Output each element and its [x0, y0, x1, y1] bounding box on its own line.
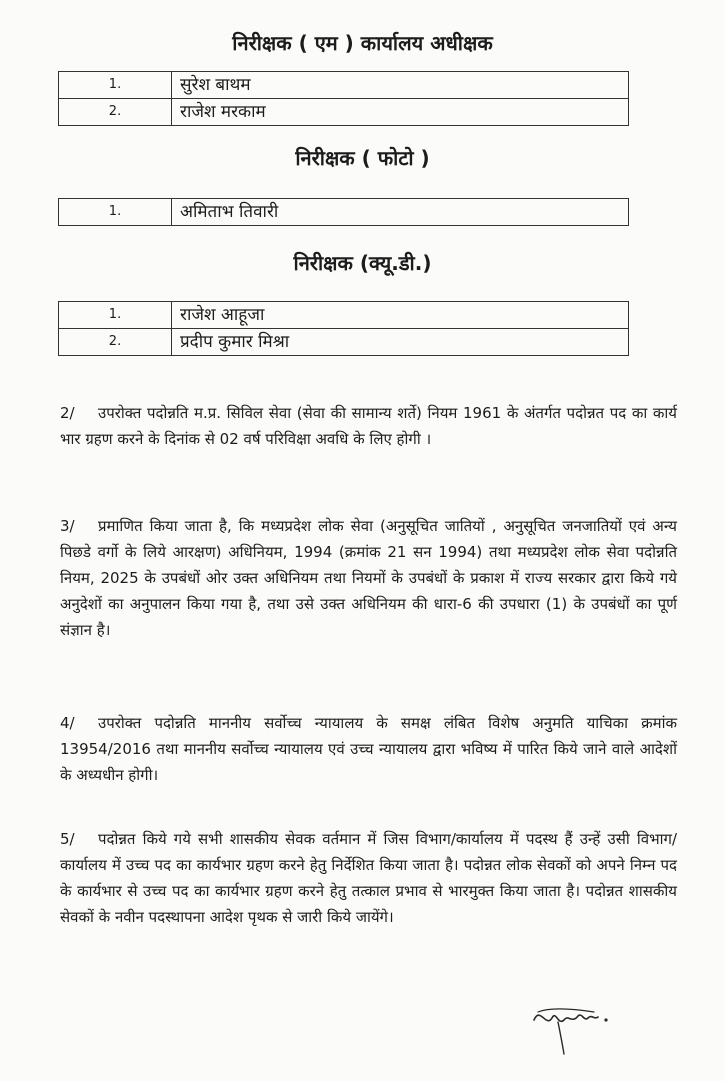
paragraph-text: उपरोक्त पदोन्नति म.प्र. सिविल सेवा (सेवा की सामान्य शर्ते) नियम 1961 के अंतर्गत पदोन्नत पद का कार्य भार ग्रहण करने के दिनांक से 02 वर्ष परिविक्षा अवधि के लिए होगी ।: [60, 404, 677, 448]
serial-number: 1.: [59, 199, 172, 226]
roster-table-inspector-qd: [58, 301, 629, 356]
table-row: [59, 72, 629, 99]
employee-name: राजेश आहूजा: [172, 302, 629, 329]
paragraph-text: उपरोक्त पदोन्नति माननीय सर्वोच्च न्यायालय के समक्ष लंबित विशेष अनुमति याचिका क्रमांक 13954/2016 तथा माननीय सर्वोच्च न्यायालय एवं उच्च न्यायालय द्वारा भविष्य में पारित किये जाने वाले आदेशों के अध्यधीन होगी।: [60, 714, 677, 784]
paragraph-5: [60, 826, 677, 930]
roster-table-inspector-photo: [58, 198, 629, 226]
paragraph-2: [60, 400, 677, 452]
paragraph-text: पदोन्नत किये गये सभी शासकीय सेवक वर्तमान में जिस विभाग/कार्यालय में पदस्थ हैं उन्हें उसी विभाग/कार्यालय में उच्च पद का कार्यभार ग्रहण करने हेतु निर्देशित किया जाता है। पदोन्नत लोक सेवकों को अपने निम्न पद के कार्यभार से उच्च पद का कार्यभार ग्रहण करने हेतु तत्काल प्रभाव से भारमुक्त किया जाता है। पदोन्नत शासकीय सेवकों के नवीन पदस्थापना आदेश पृथक से जारी किये जायेंगे।: [60, 830, 677, 926]
serial-number: 2.: [59, 329, 172, 356]
table-row: [59, 199, 629, 226]
section-heading-inspector-m: निरीक्षक ( एम ) कार्यालय अधीक्षक: [232, 31, 493, 55]
paragraph-4: [60, 710, 677, 788]
section-heading-inspector-photo: निरीक्षक ( फोटो ): [295, 146, 430, 170]
serial-number: 1.: [59, 72, 172, 99]
table-row: [59, 99, 629, 126]
table-row: [59, 302, 629, 329]
table-row: [59, 329, 629, 356]
paragraph-number: 2/: [60, 404, 75, 422]
roster-table-inspector-m: [58, 71, 629, 126]
serial-number: 1.: [59, 302, 172, 329]
employee-name: अमिताभ तिवारी: [172, 199, 629, 226]
paragraph-text: प्रमाणित किया जाता है, कि मध्यप्रदेश लोक सेवा (अनुसूचित जातियों , अनुसूचित जनजातियों एवं अन्य पिछडे वर्गो के लिये आरक्षण) अधिनियम, 1994 (क्रमांक 21 सन 1994) तथा मध्यप्रदेश लोक सेवा पदोन्नति नियम, 2025 के उपबंधों ओर उक्त अधिनियम तथा नियमों के उपबंधों के प्रकाश में राज्य सरकार द्वारा किये गये अनुदेशों का अनुपालन किया गया है, तथा उसे उक्त अधिनियम की धारा-6 की उपधारा (1) के उपबंधों का पूर्ण संज्ञान है।: [60, 517, 677, 639]
paragraph-3: [60, 513, 677, 643]
paragraph-number: 3/: [60, 517, 75, 535]
employee-name: प्रदीप कुमार मिश्रा: [172, 329, 629, 356]
paragraph-number: 4/: [60, 714, 75, 732]
serial-number: 2.: [59, 99, 172, 126]
section-heading-inspector-qd: निरीक्षक (क्यू.डी.): [293, 251, 432, 275]
employee-name: राजेश मरकाम: [172, 99, 629, 126]
employee-name: सुरेश बाथम: [172, 72, 629, 99]
paragraph-number: 5/: [60, 830, 75, 848]
signature-icon: [528, 998, 618, 1056]
